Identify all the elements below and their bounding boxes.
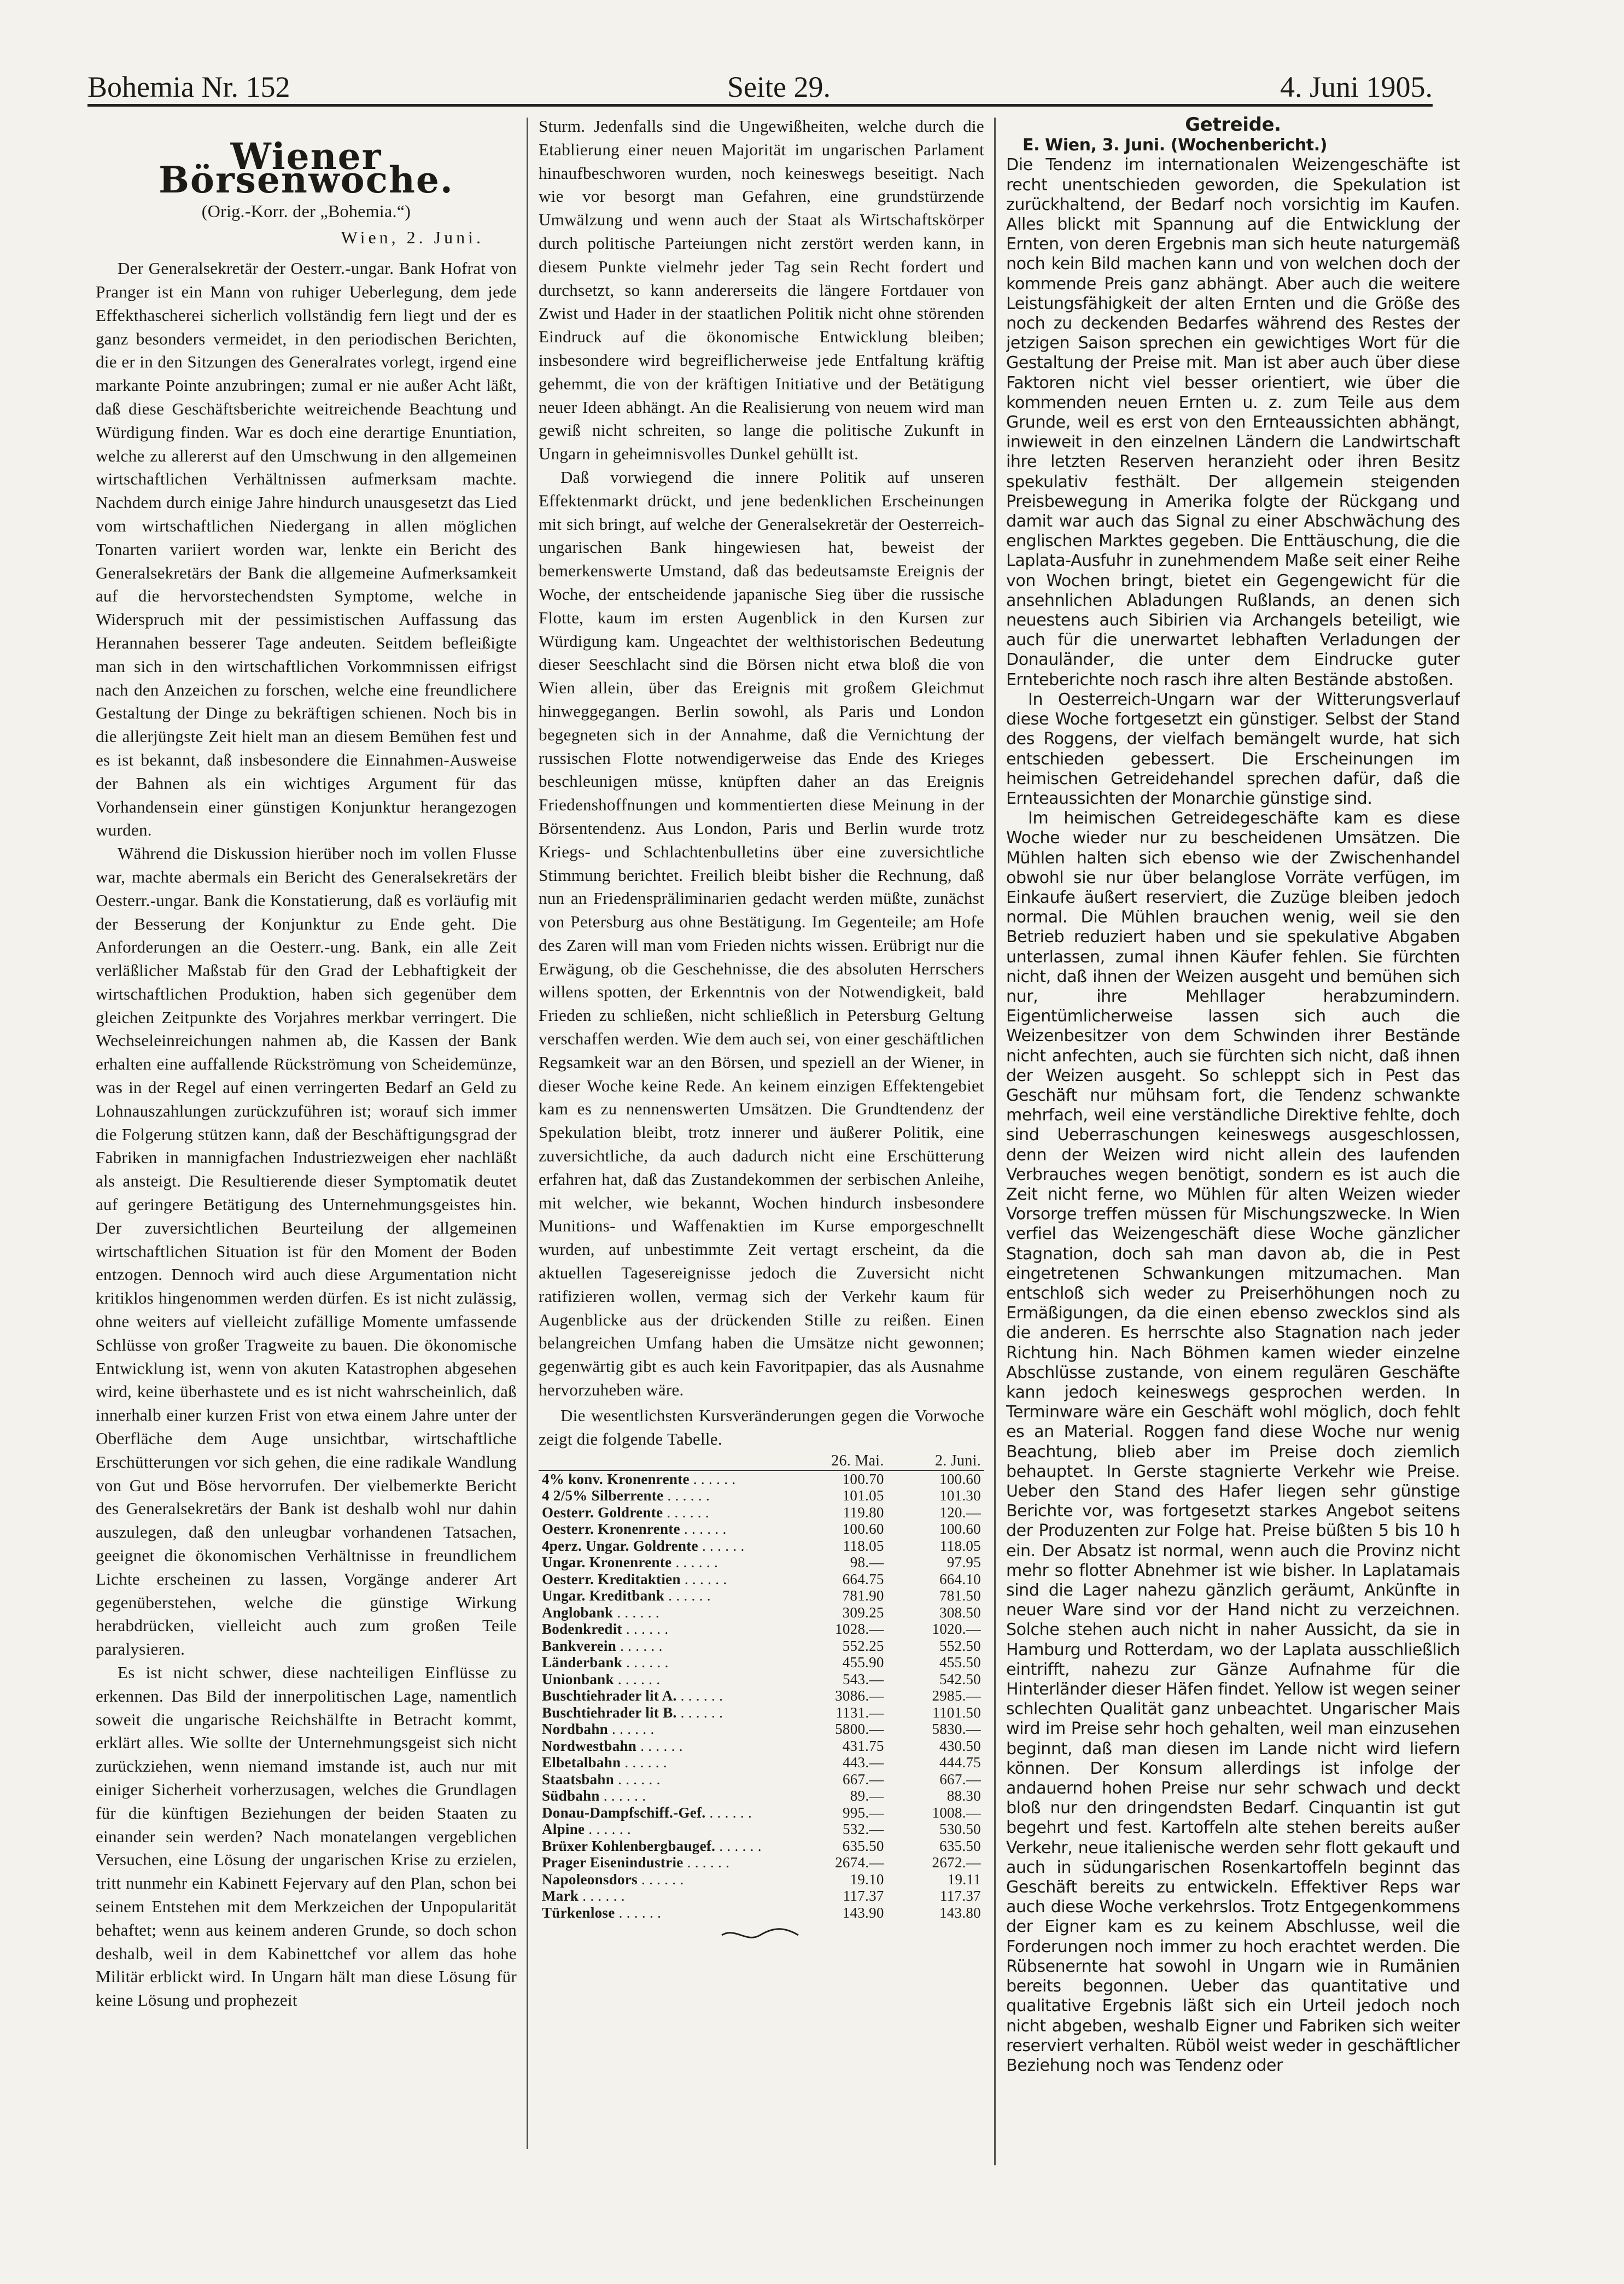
security-name: Nordbahn . . . [539, 1721, 784, 1738]
table-row [539, 1470, 984, 1488]
article-paragraph: Während die Diskussion hierüber noch im vollen Flusse war, machte abermals ein Bericht des Generalsekretärs der Oesterr.-ungar. Bank die Konstatierung, daß es vorläufig mit der Besserung der Konjunktur zu Ende geht. Die Anforderungen an die Oesterr.-ung. Bank, ein alle Zeit verläßlicher Maßstab für den Grad der Lebhaftigkeit der wirtschaftlichen Produktion, haben sich gegenüber dem gleichen Zeitpunkte des Vorjahres merkbar verringert. Die Wechseleinreichungen nahmen ab, die Kassen der Bank erhalten eine auffallende Rückströmung von Scheidemünze, was in der Regel auf einen verringerten Bedarf an Geld zu Lohnauszahlungen zurückzuführen ist; worauf sich immer die Folgerung stützen kann, daß der Beschäftigungsgrad der Fabriken in mannigfachen Industriezweigen eher nachläßt als ansteigt. Die Resultierende dieser Symptomatik deutet auf geringere Betätigung des Unternehmungsgeistes hin. Der zuversichtlichen Beurteilung der allgemeinen wirtschaftlichen Situation ist für den Moment der Boden entzogen. Dennoch wird auch diese Argumentation nicht kritiklos hingenommen werden dürfen. Es ist nicht zulässig, ohne weiters auf vielleicht zufällige Momente umfassende Schlüsse von großer Tragweite zu bauen. Die ökonomische Entwicklung ist, wenn von akuten Katastrophen abgesehen wird, keine überhastete und es ist nicht wahrscheinlich, daß innerhalb einer kurzen Frist von etwa einem Jahre unter der Oberfläche dem Auge unsichtbar, wirtschaftliche Erschütterungen vor sich gehen, die eine radikale Wandlung von Gut und Böse hervorrufen. Der vielbemerkte Bericht des Generalsekretärs der Bank ist deshalb wohl nur dahin auszulegen, daß den unleugbar vorhandenen Tatsachen, geeignet die ökonomischen Verhältnisse in freundlichem Lichte erscheinen zu lassen, Vorgänge anderer Art gegenüberstehen, welche die günstige Wirkung herabdrücken, vielleicht auch zum großen Teile paralysieren. [96, 844, 517, 1659]
security-name: Donau-Dampfschiff.-Gef. . . . [539, 1804, 784, 1821]
price-june-2: 664.10 [939, 1570, 981, 1587]
price-may-26: 143.90 [842, 1904, 884, 1921]
security-name: Oesterr. Kreditaktien . . . [539, 1571, 784, 1588]
price-may-26: 443.— [842, 1754, 884, 1771]
issue-date: 4. Juni 1905. [1280, 71, 1433, 103]
article-byline: (Orig.-Korr. der „Bohemia.“) [201, 201, 411, 221]
price-june-2: 19.11 [947, 1871, 981, 1888]
report-paragraph: Die Tendenz im internationalen Weizengeschäfte ist recht unentschieden geworden, die Spekulation ist zurückhaltend, der Bedarf noch vorsichtig im Kaufen. Alles blickt mit Spannung auf die Entwicklung der Ernten, von deren Ergebnis man sich heute naturgemäß noch kein Bild machen kann und von welchen doch der kommende Preis ganz abhängt. Aber auch die weitere Leistungsfähigkeit der alten Ernten und die Größe des noch zu deckenden Bedarfes während des Restes der jetzigen Saison sprechen ein gewichtiges Wort für die Gestaltung der Preise mit. Man ist aber auch über diese Faktoren nicht viel besser orientiert, wie über die kommenden neuen Ernten u. z. zum Teile aus dem Grunde, weil es erst von den Ernteaussichten abhängt, inwieweit in den einzelnen Ländern die Landwirtschaft ihre letzten Reserven heranzieht oder ihren Besitz spekulativ festhält. Der allgemein steigenden Preisbewegung in Amerika folgte der Rückgang und damit war auch das Signal zu einer Abschwächung des englischen Marktes gegeben. Die Enttäuschung, die die Laplata-Ausfuhr in zunehmendem Maße seit einer Reihe von Wochen bringt, bietet ein Gegengewicht für die ansehnlichen Abladungen Rußlands, an denen sich neuestens auch Sibirien via Archangels beteiligt, wie auch für die unerwartet lebhaften Verladungen der Donauländer, die unter dem Eindrucke guter Ernteberichte noch rasch ihre alten Bestände abstoßen. [1006, 155, 1460, 690]
article-column-1 [96, 115, 517, 2149]
price-may-26: 781.90 [842, 1587, 884, 1604]
table-row [539, 1538, 984, 1555]
price-may-26: 118.05 [843, 1537, 884, 1554]
table-row [539, 1854, 984, 1871]
price-june-2: 635.50 [939, 1837, 981, 1854]
table-row [539, 1604, 984, 1621]
security-name: Oesterr. Goldrente . . . [539, 1504, 784, 1521]
security-name: Nordwestbahn . . . [539, 1738, 784, 1755]
security-name: Buschtiehrader lit B. . . . [539, 1704, 784, 1721]
price-may-26: 635.50 [842, 1837, 884, 1854]
price-may-26: 101.05 [842, 1487, 884, 1504]
price-june-2: 120.— [939, 1504, 981, 1521]
article-paragraph: Der Generalsekretär der Oesterr.-ungar. Bank Hofrat von Pranger ist ein Mann von ruhiger Ueberlegung, dem jede Effekthascherei sicherlich vollständig fern liegt und der es ganz besonders vermeidet, in den periodischen Berichten, die er in den Sitzungen des Generalrates vorlegt, irgend eine markante Pointe anzubringen; zumal er nie außer Acht läßt, daß diese Geschäftsberichte weitreichende Beachtung und Würdigung finden. War es doch eine derartige Enuntiation, welche zu allererst auf den Umschwung in den allgemeinen wirtschaftlichen Verhältnissen aufmerksam machte. Nachdem durch einige Jahre hindurch unausgesetzt das Lied vom wirtschaftlichen Niedergang in allen möglichen Tonarten variiert worden war, lenkte ein Bericht des Generalsekretärs der Bank die allgemeine Aufmerksamkeit auf die hervorstechendsten Symptome, welche in Widerspruch mit der pessimistischen Auffassung das Herannahen besserer Tage andeuten. Seitdem befleißigte man sich in den wirtschaftlichen Vorkommnissen eifrigst nach den Anzeichen zu forschen, welche eine freundlichere Gestaltung der Dinge zu bekräftigen schienen. Noch bis in die allerjüngste Zeit hielt man an diesem Bemühen fest und es ist bekannt, daß insbesondere die Einnahmen-Ausweise der Bahnen als ein wichtiges Argument für das Vorhandensein einer günstigen Konjunktur herangezogen wurden. [96, 259, 517, 840]
end-flourish [539, 1921, 984, 1954]
table-row [539, 1704, 984, 1721]
security-name: Buschtiehrader lit A. . . . [539, 1687, 784, 1704]
table-body [539, 1470, 984, 1921]
price-june-2: 308.50 [939, 1604, 981, 1621]
price-may-26: 667.— [842, 1771, 884, 1788]
price-may-26: 532.— [842, 1821, 884, 1838]
security-name: Südbahn . . . [539, 1788, 784, 1804]
page-number: Seite 29. [727, 71, 831, 103]
security-name: Napoleonsdors . . . [539, 1871, 784, 1888]
table-header-cell: 2. Juni. [887, 1453, 984, 1470]
price-june-2: 101.30 [939, 1487, 981, 1504]
security-name: Bankverein . . . [539, 1638, 784, 1655]
table-row [539, 1487, 984, 1504]
table-row [539, 1671, 984, 1688]
table-caption: Die wesentlichsten Kursveränderungen gegen die Vorwoche zeigt die folgende Tabelle. [539, 1405, 984, 1448]
price-june-2: 2672.— [932, 1854, 981, 1871]
table-header-cell [539, 1453, 784, 1470]
table-header-row [539, 1453, 984, 1470]
security-name: Elbetalbahn . . . [539, 1754, 784, 1771]
security-name: Oesterr. Kronenrente . . . [539, 1521, 784, 1538]
article-paragraph: Es ist nicht schwer, diese nachteiligen Einflüsse zu erkennen. Das Bild der innerpolitischen Lage, namentlich soweit die ungarische Reichshälfte in Betracht kommt, erklärt alles. Wie sollte der Unternehmungsgeist sich nicht zurückziehen, wenn niemand imstande ist, auch nur mit einiger Sicherheit vorherzusagen, welches die Grundlagen für die künftigen Beziehungen der beiden Staaten zu einander sein werden? Nach monatelangen vergeblichen Versuchen, eine Lösung der ungarischen Krise zu erzielen, tritt nunmehr ein Kabinett Fejervary auf den Plan, schon bei seinem Entstehen mit dem Merkzeichen der Unpopularität behaftet; wenn aus keinem anderen Grunde, so doch schon deshalb, weil in dem Kabinettchef vor allem das hohe Militär erblickt wird. In Ungarn hält man diese Lösung für keine Lösung und prophezeit [96, 1663, 517, 2010]
report-heading: E. Wien, 3. Juni. (Wochenbericht.) [1023, 136, 1328, 155]
security-name: Staatsbahn . . . [539, 1771, 784, 1788]
article-dateline: Wien, 2. Juni. [341, 227, 484, 248]
price-may-26: 98.— [850, 1554, 884, 1571]
price-june-2: 100.60 [939, 1470, 981, 1487]
report-paragraph: Im heimischen Getreidegeschäfte kam es diese Woche wieder nur zu bescheidenen Umsätzen. Die Mühlen halten sich ebenso wie der Zwischenhandel obwohl sie nur über belanglose Vorräte verfügen, im Einkaufe äußert reserviert, die Zuzüge bleiben jedoch normal. Die Mühlen brauchen wenig, weil sie den Betrieb reduziert haben und sie spekulative Abgaben unterlassen, zumal ihnen Käufer fehlen. Sie fürchten nicht, daß ihnen der Weizen ausgeht und bemühen sich nur, ihre Mehllager herabzumindern. Eigentümlicherweise lassen sich auch die Weizenbesitzer von dem Schwinden ihrer Bestände nicht anfechten, auch sie fürchten sich nicht, daß ihnen der Weizen ausgeht. So schleppt sich in Pest das Geschäft nur mühsam fort, die Tendenz schwankte mehrfach, weil eine verständliche Direktive fehlte, doch sind Ueberraschungen keineswegs ausgeschlossen, denn der Weizen wird nicht allein des laufenden Verbrauches wegen benötigt, sondern es ist auch die Zeit nicht ferne, wo Mühlen für alten Weizen wieder Vorsorge treffen müssen für Mischungszwecke. In Wien verfiel das Weizengeschäft diese Woche gänzlicher Stagnation, doch sah man davon ab, die in Pest eingetretenen Schwankungen mitzumachen. Man entschloß sich weder zu Preiserhöhungen noch zu Ermäßigungen, da die einen ebenso zwecklos sind als die anderen. Es herrschte also Stagnation nach jeder Richtung hin. Nach Böhmen kamen wieder einzelne Abschlüsse zustande, von einem regulären Geschäfte kann jedoch keineswegs gesprochen werden. In Terminware wäre ein Geschäft wohl möglich, doch fehlt es an Material. Roggen fand diese Woche nur wenig Beachtung, blieb aber im Preise doch ziemlich behauptet. In Gerste stagnierte Verkehr wie Preise. Ueber den Stand des Hafer liegen sehr günstige Berichte vor, was fortgesetzt starkes Angebot seitens der Produzenten zur Folge hat. Preise büßten 5 bis 10 h ein. Der Absatz ist normal, wenn auch die Provinz nicht mehr so flotter Abnehmer ist wie bisher. In Laplatamais sind die Lager nahezu gänzlich geräumt, Ankünfte in neuer Ware sind vor der Hand nicht zu verzeichnen. Solche stehen auch nicht in naher Aussicht, da sie in Hamburg und Rotterdam, wo der Laplata ausschließlich eintrifft, nahezu zur Gänze Aufnahme für die Hinterländer dieser Häfen findet. Yellow ist wegen seiner schlechten Qualität ganz unbeachtet. Ungarischer Mais wird im Preise sehr hoch gehalten, weil man einzusehen beginnt, daß man diesen im Lande nicht wird liefern können. Der Konsum allerdings ist infolge der andauernd hohen Preise nur sehr schwach und deckt bloß nur den dringendsten Bedarf. Cinquantin ist gut begehrt und fest. Kartoffeln alte stehen bereits außer Verkehr, neue italienische werden sehr flott gekauft und auch in südungarischen Rosenkartoffeln beginnt das Geschäft bereits zu entwickeln. Effektiver Reps war auch diese Woche verkehrslos. Trotz Entgegenkommens der Eigner kam es zu keinem Abschlusse, weil die Forderungen noch immer zu hoch erachtet werden. Die Rübsenernte hat sowohl in Ungarn wie in Rumänien bereits begonnen. Ueber das quantitative und qualitative Ergebnis läßt sich ein Urteil jedoch noch nicht abgeben, weshalb Eigner und Fabriken sich weiter reserviert verhalten. Rüböl weist weder in geschäftlicher Beziehung noch was Tendenz oder [1006, 809, 1460, 2075]
column-rule [994, 118, 996, 2165]
price-may-26: 100.60 [842, 1521, 884, 1538]
price-may-26: 5800.— [835, 1721, 884, 1738]
article-title: Wiener Börsenwoche. [159, 135, 454, 201]
price-june-2: 1101.50 [932, 1704, 981, 1721]
price-may-26: 309.25 [842, 1604, 884, 1621]
security-name: 4 2/5% Silberrente . . . [539, 1487, 784, 1504]
article-column-2 [539, 115, 984, 2105]
price-june-2: 97.95 [947, 1554, 981, 1571]
security-name: Mark . . . [539, 1888, 784, 1905]
table-row [539, 1521, 984, 1538]
table-row [539, 1721, 984, 1738]
security-name: Anglobank . . . [539, 1604, 784, 1621]
price-may-26: 19.10 [850, 1871, 884, 1888]
security-name: Bodenkredit . . . [539, 1621, 784, 1638]
grain-report-column [1006, 115, 1460, 2160]
price-june-2: 542.50 [939, 1670, 981, 1687]
security-name: Prager Eisenindustrie . . . [539, 1854, 784, 1871]
table-row [539, 1571, 984, 1588]
price-may-26: 1028.— [835, 1621, 884, 1638]
price-june-2: 100.60 [939, 1521, 981, 1538]
security-name: Ungar. Kronenrente . . . [539, 1554, 784, 1571]
security-name: Alpine . . . [539, 1821, 784, 1838]
security-name: Länderbank . . . [539, 1654, 784, 1671]
price-june-2: 781.50 [939, 1587, 981, 1604]
price-june-2: 88.30 [947, 1788, 981, 1804]
article-paragraph: Daß vorwiegend die innere Politik auf unseren Effektenmarkt drückt, und jene bedenklichen Erscheinungen mit sich bringt, auf welche der Generalsekretär der Oesterreich-ungarischen Bank hingewiesen hat, beweist der bemerkenswerte Umstand, daß das bedeutsamste Ereignis der Woche, der entscheidende japanische Sieg über die russische Flotte, kaum im ersten Augenblick in den Kursen zur Würdigung kam. Ungeachtet der welthistorischen Bedeutung dieser Seeschlacht sind die Börsen nicht etwa bloß die von Wien allein, über das Ereignis mit großem Gleichmut hinweggegangen. Berlin sowohl, als Paris und London begegneten sich in der Annahme, daß die Vernichtung der russischen Flotte notwendigerweise das Ende des Krieges beschleunigen müsse, knüpften daher an das Ereignis Friedenshoffnungen und kommentierten diese Meinung in der Börsentendenz. Aus London, Paris und Berlin wurde trotz Kriegs- und Schlachtenbulletins über eine zuversichtliche Stimmung berichtet. Freilich bleibt bisher die Rechnung, daß nun an Friedenspräliminarien gedacht werden müßte, zunächst von Petersburg aus ohne Bestätigung. Im Gegenteile; am Hofe des Zaren will man vom Frieden nichts wissen. Erübrigt nur die Erwägung, ob die Geschehnisse, die des absoluten Herrschers willens spotten, der Erkenntnis von der Notwendigkeit, bald Frieden zu schließen, nicht schließlich in Petersburg Geltung verschaffen werden. Wie dem auch sei, von einer geschäftlichen Regsamkeit war an den Börsen, und speziell an der Wiener, in dieser Woche keine Rede. An keinem einzigen Effektengebiet kam es zu nennenswerten Umsätzen. Die Grundtendenz der Spekulation bleibt, trotz innerer und äußerer Politik, eine zuversichtliche, da auch dadurch nicht eine Erschütterung erfahren hat, daß das Zustandekommen der serbischen Anleihe, mit welcher, wie bekannt, Wochen hindurch insbesondere Munitions- und Waffenaktien im Kurse emporgeschnellt wurden, auf unbestimmte Zeit vertagt erscheint, da die aktuellen Tagesereignisse jedoch die Zuversicht nicht ratifizieren wollen, vermag sich der Verkehr kaum für Augenblicke aus der drückenden Stille zu reißen. Einen belangreichen Umfang haben die Umsätze nicht gewonnen; gegenwärtig gibt es auch kein Favoritpapier, das als Ausnahme hervorzuheben wäre. [539, 467, 984, 1400]
table-row [539, 1804, 984, 1821]
masthead-issue: Bohemia Nr. 152 [87, 71, 290, 103]
price-june-2: 530.50 [939, 1821, 981, 1838]
section-title: Getreide. [1185, 115, 1281, 136]
table-row [539, 1654, 984, 1671]
table-row [539, 1905, 984, 1921]
price-june-2: 444.75 [939, 1754, 981, 1771]
price-june-2: 143.80 [939, 1904, 981, 1921]
price-may-26: 119.80 [843, 1504, 884, 1521]
table-row [539, 1788, 984, 1804]
security-name: Brüxer Kohlenbergbaugef. . . . [539, 1838, 784, 1855]
table-header-cell: 26. Mai. [784, 1453, 887, 1470]
table-row [539, 1838, 984, 1855]
price-may-26: 995.— [842, 1804, 884, 1821]
column-rule [527, 118, 528, 2149]
price-june-2: 552.50 [939, 1637, 981, 1654]
price-june-2: 5830.— [932, 1721, 981, 1738]
table-row [539, 1771, 984, 1788]
table-row [539, 1638, 984, 1655]
price-may-26: 1131.— [836, 1704, 884, 1721]
table-row [539, 1871, 984, 1888]
price-may-26: 117.37 [843, 1888, 884, 1905]
price-may-26: 431.75 [842, 1737, 884, 1754]
page-header [87, 66, 1433, 107]
price-may-26: 89.— [850, 1788, 884, 1804]
table-row [539, 1821, 984, 1838]
price-may-26: 2674.— [835, 1854, 884, 1871]
price-june-2: 117.37 [939, 1888, 981, 1905]
exchange-rate-table [539, 1453, 984, 1921]
security-name: Türkenlose . . . [539, 1905, 784, 1921]
security-name: 4perz. Ungar. Goldrente . . . [539, 1538, 784, 1555]
price-june-2: 667.— [939, 1771, 981, 1788]
price-june-2: 2985.— [932, 1687, 981, 1704]
price-may-26: 3086.— [835, 1687, 884, 1704]
report-paragraph: In Oesterreich-Ungarn war der Witterungsverlauf diese Woche fortgesetzt ein günstiger. Selbst der Stand des Roggens, der vielfach bemängelt wurde, hat sich entschieden gebessert. Die Erscheinungen im heimischen Getreidehandel sprechen dafür, daß die Ernteaussichten der Monarchie günstige sind. [1006, 690, 1460, 808]
price-june-2: 118.05 [939, 1537, 981, 1554]
price-may-26: 455.90 [842, 1654, 884, 1671]
price-june-2: 455.50 [939, 1654, 981, 1671]
price-may-26: 543.— [842, 1670, 884, 1687]
table-row [539, 1754, 984, 1771]
price-june-2: 430.50 [939, 1737, 981, 1754]
price-june-2: 1020.— [932, 1621, 981, 1638]
table-row [539, 1687, 984, 1704]
table-row [539, 1554, 984, 1571]
flourish-ornament [719, 1924, 801, 1946]
price-may-26: 100.70 [842, 1470, 884, 1487]
security-name: Ungar. Kreditbank . . . [539, 1587, 784, 1604]
security-name: 4% konv. Kronenrente . . . [539, 1470, 784, 1488]
table-row [539, 1738, 984, 1755]
price-june-2: 1008.— [932, 1804, 981, 1821]
article-paragraph: Sturm. Jedenfalls sind die Ungewißheiten, welche durch die Etablierung einer neuen Majorität im ungarischen Parlament hinaufbeschworen wurden, noch keineswegs beseitigt. Nach wie vor besorgt man Gefahren, eine grundstürzende Umwälzung und wenn auch der Staat als Wirtschaftskörper durch politische Parteiungen nicht zerstört werden kann, in diesem Punkte vielmehr jeder Tag sein Recht fordert und durchsetzt, so kann andererseits die längere Fortdauer von Zwist und Hader in der staatlichen Politik nicht ohne störenden Eindruck auf die ökonomische Entwicklung bleiben; insbesondere wird begreiflicherweise jede Entfaltung kräftig gehemmt, die von der kräftigen Initiative und der Betätigung neuer Ideen abhängt. An die Realisierung von neuem wird man gewiß nicht schreiten, so lange die politische Zukunft in Ungarn in geheimnisvolles Dunkel gehüllt ist. [539, 116, 984, 464]
price-may-26: 552.25 [842, 1637, 884, 1654]
table-row [539, 1587, 984, 1604]
price-may-26: 664.75 [842, 1570, 884, 1587]
security-name: Unionbank . . . [539, 1671, 784, 1688]
table-row [539, 1504, 984, 1521]
table-row [539, 1621, 984, 1638]
table-row [539, 1888, 984, 1905]
